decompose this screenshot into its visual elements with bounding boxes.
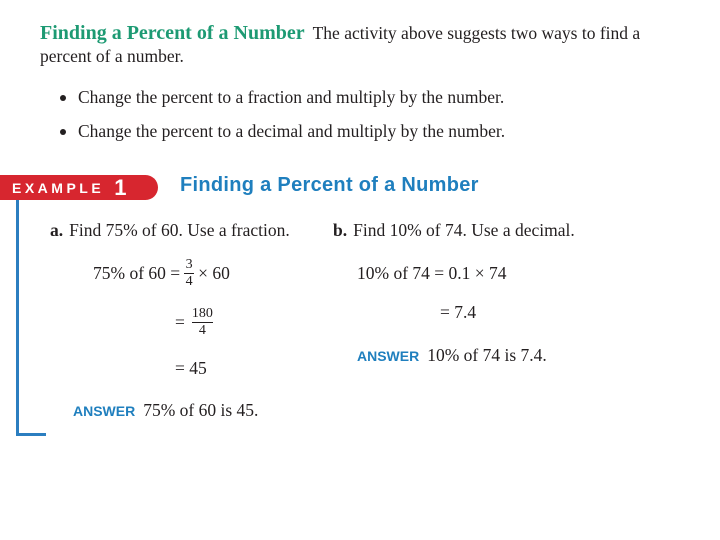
part-b-answer bbox=[357, 345, 547, 366]
part-b-prompt bbox=[333, 220, 575, 241]
bullet-item bbox=[58, 120, 505, 154]
example-title: Finding a Percent of a Number bbox=[180, 174, 479, 196]
part-b-step1: 10% of 74 = 0.1 × 74 bbox=[357, 263, 507, 283]
intro-heading: Finding a Percent of a Number bbox=[40, 22, 305, 44]
fraction-denominator: 4 bbox=[198, 323, 206, 338]
example-vertical-rule bbox=[16, 200, 19, 436]
part-a-step3: = 45 bbox=[175, 358, 207, 378]
bullet-text: Change the percent to a decimal and multiply by the number. bbox=[78, 121, 506, 141]
part-b-answer-text: 10% of 74 is 7.4. bbox=[427, 345, 547, 365]
intro-text: The activity above suggests two ways to find a percent of a number. bbox=[40, 23, 641, 66]
example-badge-word: EXAMPLE bbox=[12, 179, 105, 196]
part-a-step1-left: 75% of 60 = bbox=[93, 263, 181, 283]
fraction-numerator: 3 bbox=[185, 257, 193, 272]
part-a-step1-fraction bbox=[184, 258, 194, 289]
part-a-answer bbox=[73, 400, 258, 421]
part-a-step2-eq: = bbox=[175, 312, 185, 332]
fraction-numerator: 180 bbox=[191, 306, 213, 321]
bullet-dot-icon bbox=[60, 129, 66, 135]
part-a-letter: a. bbox=[50, 220, 64, 240]
bullet-list bbox=[58, 86, 505, 154]
example-badge-number: 1 bbox=[114, 174, 127, 200]
part-b-prompt-text: Find 10% of 74. Use a decimal. bbox=[353, 220, 575, 240]
part-a-answer-text: 75% of 60 is 45. bbox=[143, 400, 259, 420]
bullet-text: Change the percent to a fraction and multiply by the number. bbox=[78, 87, 505, 107]
fraction-denominator: 4 bbox=[185, 274, 193, 289]
example-badge bbox=[0, 175, 158, 200]
bullet-item bbox=[58, 86, 505, 120]
bullet-dot-icon bbox=[60, 95, 66, 101]
intro-paragraph bbox=[40, 22, 660, 68]
part-a-step2 bbox=[175, 307, 217, 338]
part-a-step2-fraction bbox=[192, 307, 213, 338]
part-b-letter: b. bbox=[333, 220, 348, 240]
part-a-step1 bbox=[93, 258, 230, 289]
part-a-prompt-text: Find 75% of 60. Use a fraction. bbox=[69, 220, 290, 240]
part-b-step2: = 7.4 bbox=[440, 302, 477, 322]
answer-label: ANSWER bbox=[73, 403, 136, 419]
part-a-prompt bbox=[50, 220, 290, 241]
answer-label: ANSWER bbox=[357, 348, 420, 364]
example-bottom-rule bbox=[16, 433, 46, 436]
part-a-step1-right: × 60 bbox=[198, 263, 230, 283]
